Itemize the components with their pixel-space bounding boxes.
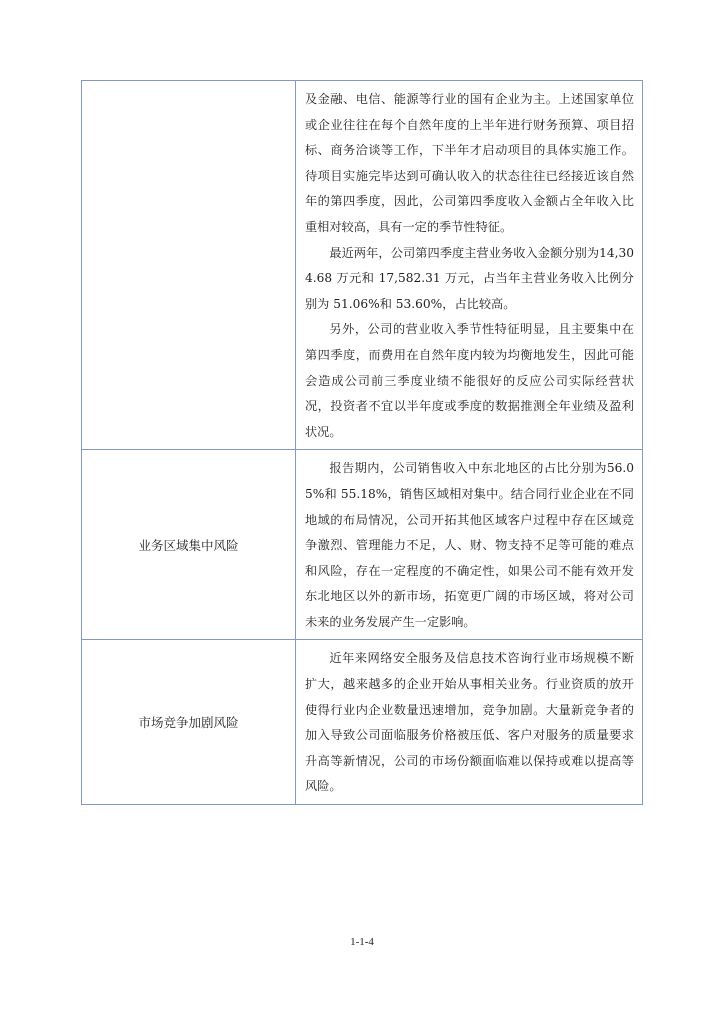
table-row [82, 81, 643, 450]
table-row [82, 450, 643, 640]
risk-name-cell: 市场竞争加剧风险 [82, 640, 296, 805]
table-row [82, 640, 643, 805]
page-number: 1-1-4 [350, 936, 374, 948]
risk-table [81, 80, 643, 805]
risk-description-cell [296, 81, 643, 450]
description-paragraph: 及金融、电信、能源等行业的国有企业为主。上述国家单位或企业往往在每个自然年度的上半年进行财务预算、项目招标、商务洽谈等工作，下半年才启动项目的具体实施工作。待项目实施完毕达到可确认收入的状态往往已经接近该自然年的第四季度，因此，公司第四季度收入金额占全年收入比重相对较高，具有一定的季节性特征。 [305, 92, 634, 234]
risk-name-cell [82, 81, 296, 450]
description-paragraph: 另外，公司的营业收入季节性特征明显，且主要集中在第四季度，而费用在自然年度内较为均衡地发生，因此可能会造成公司前三季度业绩不能很好的反应公司实际经营状况，投资者不宜以半年度或季度的数据推测全年业绩及盈利状况。 [305, 322, 634, 439]
description-paragraph: 报告期内，公司销售收入中东北地区的占比分别为56.05%和 55.18%，销售区域相对集中。结合同行业企业在不同地域的布局情况，公司开拓其他区域客户过程中存在区域竞争激烈、管理能力不足，人、财、物支持不足等可能的难点和风险，存在一定程度的不确定性，如果公司不能有效开发东北地区以外的新市场，拓宽更广阔的市场区域，将对公司未来的业务发展产生一定影响。 [305, 461, 634, 629]
description-paragraph: 近年来网络安全服务及信息技术咨询行业市场规模不断扩大，越来越多的企业开始从事相关业务。行业资质的放开使得行业内企业数量迅速增加，竞争加剧。大量新竞争者的加入导致公司面临服务价格被压低、客户对服务的质量要求升高等新情况，公司的市场份额面临难以保持或难以提高等风险。 [305, 651, 634, 794]
description-paragraph: 最近两年，公司第四季度主营业务收入金额分别为14,304.68 万元和 17,582.31 万元，占当年主营业务收入比例分别为 51.06%和 53.60%，占比较高。 [305, 245, 634, 311]
risk-name-cell: 业务区域集中风险 [82, 450, 296, 640]
risk-description-cell [296, 640, 643, 805]
risk-description-cell [296, 450, 643, 640]
